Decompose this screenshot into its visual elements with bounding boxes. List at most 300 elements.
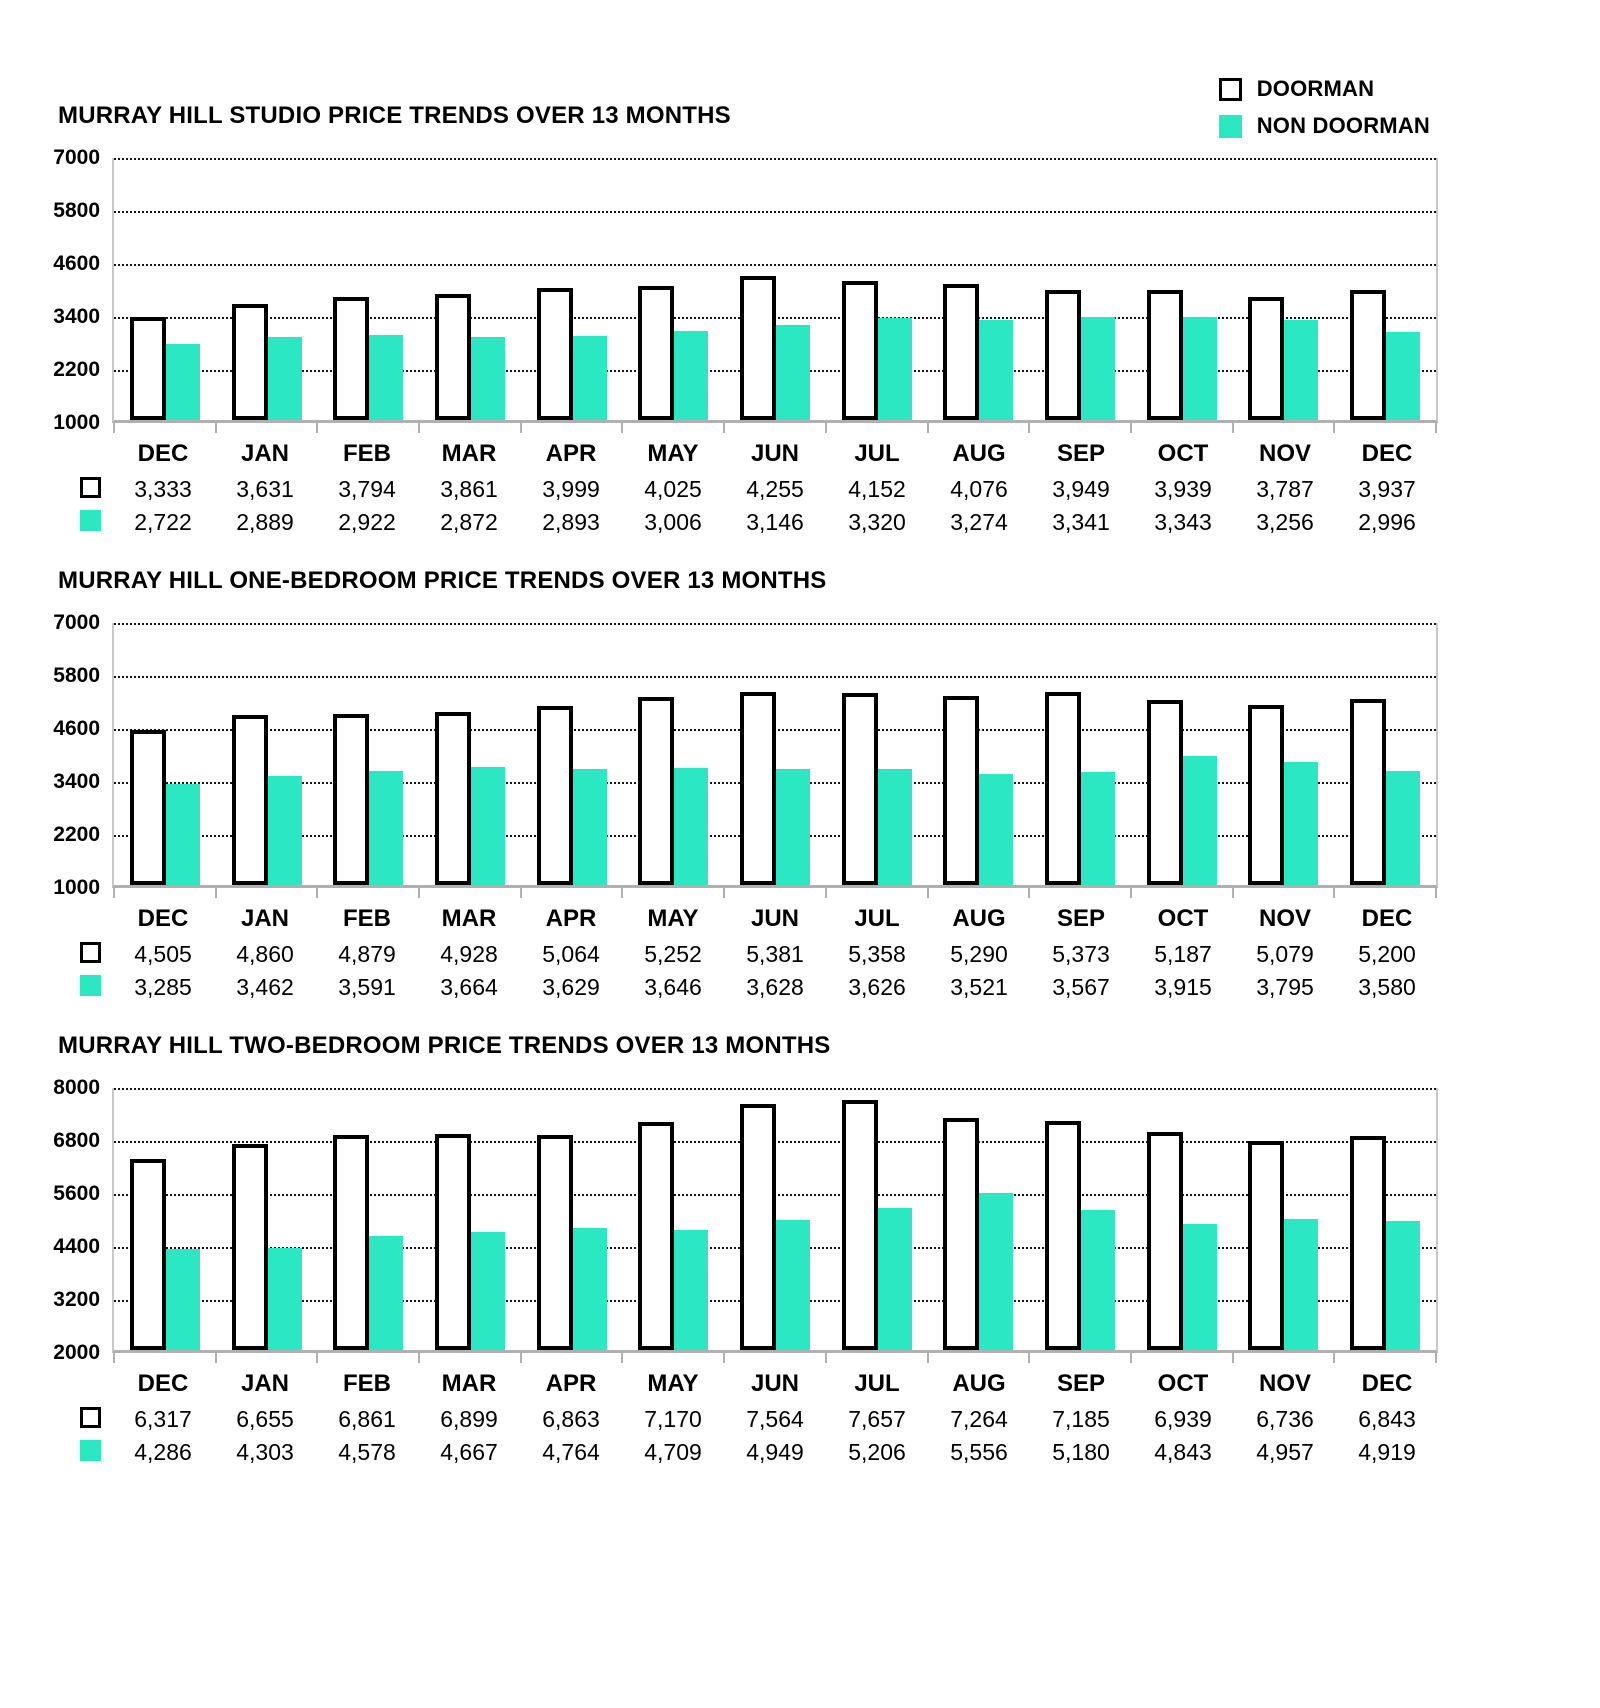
doorman-bar xyxy=(130,730,166,885)
bar-group-mar xyxy=(419,1088,521,1350)
value-cell: 3,320 xyxy=(848,509,906,535)
value-cell: 4,505 xyxy=(134,941,192,967)
non-doorman-bar xyxy=(268,776,302,885)
x-axis-tick xyxy=(621,1353,623,1363)
bar-group-aug xyxy=(928,623,1030,885)
doorman-bar xyxy=(943,696,979,885)
month-label: JAN xyxy=(240,440,289,467)
x-axis-tick xyxy=(825,888,827,898)
month-label: DEC xyxy=(1361,905,1413,932)
month-label: DEC xyxy=(137,1370,189,1397)
doorman-bar xyxy=(842,1100,878,1350)
x-axis-tick xyxy=(1028,1353,1030,1363)
non-doorman-bar xyxy=(573,1228,607,1350)
y-axis-label: 1000 xyxy=(53,876,100,899)
value-cell: 3,664 xyxy=(440,974,498,1000)
value-cell: 4,152 xyxy=(848,476,906,502)
value-cell: 3,274 xyxy=(950,509,1008,535)
x-axis-tick xyxy=(1028,888,1030,898)
value-cell: 3,999 xyxy=(542,476,600,502)
doorman-value-row xyxy=(76,473,1438,506)
non-doorman-bar xyxy=(1081,772,1115,885)
month-label: NOV xyxy=(1258,905,1311,932)
non-doorman-bar xyxy=(979,320,1013,420)
doorman-swatch-icon xyxy=(1219,78,1242,101)
x-axis-tick xyxy=(215,423,217,433)
doorman-bar xyxy=(638,286,674,420)
y-axis xyxy=(40,1076,112,1364)
month-label: NOV xyxy=(1258,440,1311,467)
bar-group-jun xyxy=(724,1088,826,1350)
doorman-bar xyxy=(1147,1132,1183,1350)
value-cell: 6,736 xyxy=(1256,1406,1314,1432)
x-axis-tick xyxy=(215,888,217,898)
bar-group-aug xyxy=(928,158,1030,420)
y-axis-label: 2000 xyxy=(53,1341,100,1364)
non-doorman-bar xyxy=(776,325,810,420)
value-cell: 5,373 xyxy=(1052,941,1110,967)
bar-group-may xyxy=(622,1088,724,1350)
y-axis-label: 3400 xyxy=(53,770,100,793)
bar-group-nov xyxy=(1233,1088,1335,1350)
value-cell: 3,341 xyxy=(1052,509,1110,535)
x-axis-tick xyxy=(825,1353,827,1363)
non-doorman-bar xyxy=(166,1249,200,1350)
doorman-bar xyxy=(537,706,573,885)
x-axis-tick xyxy=(113,1353,115,1363)
bar-group-dec xyxy=(114,158,216,420)
value-cell: 5,252 xyxy=(644,941,702,967)
doorman-swatch-icon xyxy=(80,477,101,498)
bar-group-nov xyxy=(1233,158,1335,420)
chart-title: MURRAY HILL TWO-BEDROOM PRICE TRENDS OVER 13 MONTHS xyxy=(58,1032,831,1059)
month-label: SEP xyxy=(1056,1370,1106,1397)
month-label: JUL xyxy=(854,440,900,467)
value-cell: 5,180 xyxy=(1052,1439,1110,1465)
value-cell: 4,025 xyxy=(644,476,702,502)
value-cell: 5,200 xyxy=(1358,941,1416,967)
data-table xyxy=(76,1365,1438,1469)
non-doorman-bar xyxy=(1284,1219,1318,1350)
plot-area xyxy=(112,158,1438,423)
doorman-bar xyxy=(1350,1136,1386,1350)
doorman-bar xyxy=(435,712,471,885)
doorman-bar xyxy=(638,1122,674,1350)
non-doorman-bar xyxy=(776,769,810,885)
value-cell: 4,076 xyxy=(950,476,1008,502)
value-cell: 3,861 xyxy=(440,476,498,502)
month-label: JAN xyxy=(240,905,289,932)
value-cell: 4,667 xyxy=(440,1439,498,1465)
x-axis-tick xyxy=(316,1353,318,1363)
doorman-bar xyxy=(1045,1121,1081,1350)
bar-group-feb xyxy=(317,623,419,885)
x-axis-tick xyxy=(520,888,522,898)
doorman-bar xyxy=(232,715,268,885)
value-cell: 7,657 xyxy=(848,1406,906,1432)
value-cell: 2,872 xyxy=(440,509,498,535)
doorman-bar xyxy=(842,693,878,885)
x-axis-tick xyxy=(1333,1353,1335,1363)
value-cell: 3,794 xyxy=(338,476,396,502)
row-key-cell xyxy=(76,1407,112,1433)
non-doorman-bar xyxy=(979,774,1013,885)
x-axis-tick xyxy=(520,423,522,433)
legend-label-non-doorman: NON DOORMAN xyxy=(1256,113,1430,138)
non-doorman-bar xyxy=(1386,771,1420,885)
bar-group-jan xyxy=(216,623,318,885)
non-doorman-bar xyxy=(268,337,302,420)
month-label: OCT xyxy=(1157,905,1209,932)
value-cell: 4,879 xyxy=(338,941,396,967)
non-doorman-bar xyxy=(369,1236,403,1350)
x-axis-tick xyxy=(113,888,115,898)
plot-area xyxy=(112,1088,1438,1353)
x-axis-tick xyxy=(1435,1353,1437,1363)
legend-label-doorman: DOORMAN xyxy=(1256,76,1375,101)
non-doorman-bar xyxy=(1386,1221,1420,1350)
bar-group-dec xyxy=(114,623,216,885)
value-cell: 3,580 xyxy=(1358,974,1416,1000)
non-doorman-bar xyxy=(878,769,912,885)
bar-group-sep xyxy=(1029,623,1131,885)
doorman-bar xyxy=(435,1134,471,1350)
row-key-cell xyxy=(76,975,112,1001)
month-label: JAN xyxy=(240,1370,289,1397)
value-cell: 4,843 xyxy=(1154,1439,1212,1465)
value-cell: 4,957 xyxy=(1256,1439,1314,1465)
value-cell: 3,591 xyxy=(338,974,396,1000)
x-axis-tick xyxy=(927,888,929,898)
value-cell: 6,861 xyxy=(338,1406,396,1432)
value-cell: 4,578 xyxy=(338,1439,396,1465)
non-doorman-swatch-icon xyxy=(80,1440,101,1461)
x-axis-tick xyxy=(1232,1353,1234,1363)
non-doorman-bar xyxy=(166,784,200,885)
value-cell: 3,795 xyxy=(1256,974,1314,1000)
doorman-bar xyxy=(740,276,776,420)
month-label: DEC xyxy=(1361,440,1413,467)
bar-group-may xyxy=(622,623,724,885)
x-axis-tick xyxy=(1333,423,1335,433)
non-doorman-bar xyxy=(369,771,403,885)
two-bedroom-chart-section xyxy=(40,1004,1438,1469)
month-label: DEC xyxy=(137,905,189,932)
bar-group-dec xyxy=(114,1088,216,1350)
value-cell: 7,264 xyxy=(950,1406,1008,1432)
data-table xyxy=(76,900,1438,1004)
bar-group-jun xyxy=(724,623,826,885)
month-row xyxy=(76,1365,1438,1403)
value-cell: 6,655 xyxy=(236,1406,294,1432)
value-cell: 3,285 xyxy=(134,974,192,1000)
value-cell: 5,290 xyxy=(950,941,1008,967)
non-doorman-bar xyxy=(471,337,505,420)
value-cell: 3,256 xyxy=(1256,509,1314,535)
month-label: MAY xyxy=(647,1370,699,1397)
doorman-bar xyxy=(232,304,268,420)
x-axis-tick xyxy=(1435,888,1437,898)
non-doorman-bar xyxy=(979,1193,1013,1350)
y-axis-label: 4400 xyxy=(53,1235,100,1258)
value-cell: 5,079 xyxy=(1256,941,1314,967)
month-label: JUN xyxy=(750,440,799,467)
y-axis xyxy=(40,146,112,434)
x-axis-tick xyxy=(621,888,623,898)
value-cell: 7,170 xyxy=(644,1406,702,1432)
doorman-bar xyxy=(537,288,573,420)
doorman-bar xyxy=(1350,290,1386,420)
bar-group-feb xyxy=(317,158,419,420)
value-cell: 4,919 xyxy=(1358,1439,1416,1465)
bars-layer xyxy=(114,623,1436,885)
x-axis-tick xyxy=(621,423,623,433)
bar-group-dec xyxy=(1334,158,1436,420)
bar-group-sep xyxy=(1029,1088,1131,1350)
doorman-bar xyxy=(842,281,878,420)
y-axis-label: 5800 xyxy=(53,199,100,222)
month-label: MAR xyxy=(441,1370,497,1397)
doorman-bar xyxy=(232,1144,268,1350)
x-axis-tick xyxy=(1333,888,1335,898)
value-cell: 4,860 xyxy=(236,941,294,967)
month-row xyxy=(76,435,1438,473)
value-cell: 3,146 xyxy=(746,509,804,535)
bar-group-sep xyxy=(1029,158,1131,420)
x-axis-tick xyxy=(927,423,929,433)
bar-group-may xyxy=(622,158,724,420)
doorman-bar xyxy=(740,692,776,885)
value-cell: 5,187 xyxy=(1154,941,1212,967)
bar-group-oct xyxy=(1131,623,1233,885)
non-doorman-bar xyxy=(1183,317,1217,420)
doorman-value-row xyxy=(76,1403,1438,1436)
value-cell: 3,343 xyxy=(1154,509,1212,535)
doorman-bar xyxy=(333,714,369,885)
y-axis-label: 5600 xyxy=(53,1182,100,1205)
month-row xyxy=(76,900,1438,938)
non-doorman-bar xyxy=(1081,1210,1115,1350)
plot-row xyxy=(40,611,1438,899)
non-doorman-bar xyxy=(573,336,607,420)
value-cell: 4,709 xyxy=(644,1439,702,1465)
non-doorman-bar xyxy=(471,1232,505,1350)
non-doorman-bar xyxy=(1183,756,1217,885)
non-doorman-swatch-icon xyxy=(80,975,101,996)
month-label: JUN xyxy=(750,905,799,932)
non-doorman-value-row xyxy=(76,971,1438,1004)
non-doorman-swatch-icon xyxy=(1219,115,1242,138)
x-axis-tick xyxy=(927,1353,929,1363)
plot-row xyxy=(40,1076,1438,1364)
value-cell: 4,764 xyxy=(542,1439,600,1465)
value-cell: 5,381 xyxy=(746,941,804,967)
y-axis-label: 8000 xyxy=(53,1076,100,1099)
bar-group-jan xyxy=(216,1088,318,1350)
value-cell: 2,996 xyxy=(1358,509,1416,535)
value-cell: 3,462 xyxy=(236,974,294,1000)
doorman-bar xyxy=(333,1135,369,1350)
value-cell: 6,863 xyxy=(542,1406,600,1432)
y-axis-label: 4600 xyxy=(53,252,100,275)
y-axis-label: 5800 xyxy=(53,664,100,687)
doorman-bar xyxy=(1147,700,1183,885)
value-cell: 5,206 xyxy=(848,1439,906,1465)
value-cell: 4,286 xyxy=(134,1439,192,1465)
month-label: AUG xyxy=(952,1370,1006,1397)
value-cell: 3,567 xyxy=(1052,974,1110,1000)
value-cell: 3,939 xyxy=(1154,476,1212,502)
non-doorman-bar xyxy=(1284,320,1318,420)
y-axis-label: 4600 xyxy=(53,717,100,740)
plot-area xyxy=(112,623,1438,888)
non-doorman-bar xyxy=(471,767,505,885)
y-axis-label: 7000 xyxy=(53,611,100,634)
y-axis-label: 6800 xyxy=(53,1129,100,1152)
doorman-bar xyxy=(537,1135,573,1350)
month-label: SEP xyxy=(1056,440,1106,467)
row-key-cell xyxy=(76,942,112,968)
bar-group-oct xyxy=(1131,158,1233,420)
value-cell: 2,893 xyxy=(542,509,600,535)
legend-item-doorman xyxy=(1219,76,1430,102)
bar-group-apr xyxy=(521,158,623,420)
x-axis-tick xyxy=(520,1353,522,1363)
bar-group-mar xyxy=(419,158,521,420)
value-cell: 3,646 xyxy=(644,974,702,1000)
doorman-swatch-icon xyxy=(80,1407,101,1428)
doorman-bar xyxy=(130,1159,166,1350)
x-axis-tick xyxy=(1232,423,1234,433)
value-cell: 3,628 xyxy=(746,974,804,1000)
month-label: OCT xyxy=(1157,440,1209,467)
value-cell: 3,787 xyxy=(1256,476,1314,502)
doorman-bar xyxy=(1248,1141,1284,1350)
month-label: DEC xyxy=(1361,1370,1413,1397)
non-doorman-bar xyxy=(1284,762,1318,885)
doorman-bar xyxy=(1147,290,1183,420)
doorman-bar xyxy=(1248,297,1284,420)
x-axis-tick xyxy=(316,888,318,898)
row-key-cell xyxy=(76,477,112,503)
month-label: SEP xyxy=(1056,905,1106,932)
doorman-bar xyxy=(943,1118,979,1350)
month-label: NOV xyxy=(1258,1370,1311,1397)
value-cell: 4,255 xyxy=(746,476,804,502)
non-doorman-bar xyxy=(674,1230,708,1350)
bar-group-jun xyxy=(724,158,826,420)
value-cell: 6,843 xyxy=(1358,1406,1416,1432)
value-cell: 2,722 xyxy=(134,509,192,535)
value-cell: 3,006 xyxy=(644,509,702,535)
one-bedroom-chart-section xyxy=(40,539,1438,1004)
x-axis-tick xyxy=(723,1353,725,1363)
month-label: FEB xyxy=(343,905,391,932)
value-cell: 5,064 xyxy=(542,941,600,967)
value-cell: 6,317 xyxy=(134,1406,192,1432)
bar-group-apr xyxy=(521,623,623,885)
month-label: JUN xyxy=(750,1370,799,1397)
non-doorman-bar xyxy=(573,769,607,885)
bar-group-dec xyxy=(1334,623,1436,885)
bar-group-jul xyxy=(826,1088,928,1350)
month-label: APR xyxy=(545,440,597,467)
bar-group-feb xyxy=(317,1088,419,1350)
x-axis-tick xyxy=(1130,1353,1132,1363)
doorman-bar xyxy=(1350,699,1386,885)
bars-layer xyxy=(114,158,1436,420)
doorman-bar xyxy=(1248,705,1284,885)
x-axis-tick xyxy=(418,1353,420,1363)
month-label: OCT xyxy=(1157,1370,1209,1397)
doorman-bar xyxy=(435,294,471,420)
value-cell: 3,333 xyxy=(134,476,192,502)
x-axis-tick xyxy=(418,423,420,433)
non-doorman-bar xyxy=(166,344,200,420)
non-doorman-bar xyxy=(1386,332,1420,420)
non-doorman-bar xyxy=(674,331,708,420)
value-cell: 5,556 xyxy=(950,1439,1008,1465)
doorman-value-row xyxy=(76,938,1438,971)
value-cell: 6,939 xyxy=(1154,1406,1212,1432)
doorman-bar xyxy=(1045,692,1081,885)
non-doorman-value-row xyxy=(76,506,1438,539)
month-label: JUL xyxy=(854,905,900,932)
doorman-bar xyxy=(638,697,674,885)
doorman-bar xyxy=(1045,290,1081,420)
month-label: AUG xyxy=(952,440,1006,467)
value-cell: 7,564 xyxy=(746,1406,804,1432)
x-axis-tick xyxy=(1232,888,1234,898)
non-doorman-bar xyxy=(1183,1224,1217,1350)
legend-item-non-doorman xyxy=(1219,113,1430,139)
y-axis-label: 3200 xyxy=(53,1288,100,1311)
x-axis-tick xyxy=(723,423,725,433)
value-cell: 3,629 xyxy=(542,974,600,1000)
month-label: APR xyxy=(545,905,597,932)
value-cell: 3,949 xyxy=(1052,476,1110,502)
bar-group-jul xyxy=(826,623,928,885)
row-key-cell xyxy=(76,1440,112,1466)
plot-row xyxy=(40,146,1438,434)
value-cell: 5,358 xyxy=(848,941,906,967)
x-axis-tick xyxy=(316,423,318,433)
bar-group-jul xyxy=(826,158,928,420)
data-table xyxy=(76,435,1438,539)
x-axis-tick xyxy=(723,888,725,898)
value-cell: 3,631 xyxy=(236,476,294,502)
y-axis-label: 7000 xyxy=(53,146,100,169)
bar-group-apr xyxy=(521,1088,623,1350)
bar-group-nov xyxy=(1233,623,1335,885)
value-cell: 2,889 xyxy=(236,509,294,535)
value-cell: 6,899 xyxy=(440,1406,498,1432)
y-axis-label: 2200 xyxy=(53,358,100,381)
non-doorman-bar xyxy=(878,318,912,420)
month-label: JUL xyxy=(854,1370,900,1397)
x-axis-tick xyxy=(1130,888,1132,898)
y-axis xyxy=(40,611,112,899)
bar-group-mar xyxy=(419,623,521,885)
doorman-bar xyxy=(740,1104,776,1350)
x-axis-tick xyxy=(418,888,420,898)
x-axis-tick xyxy=(825,423,827,433)
month-label: FEB xyxy=(343,440,391,467)
x-axis-tick xyxy=(215,1353,217,1363)
bars-layer xyxy=(114,1088,1436,1350)
non-doorman-value-row xyxy=(76,1436,1438,1469)
value-cell: 3,626 xyxy=(848,974,906,1000)
